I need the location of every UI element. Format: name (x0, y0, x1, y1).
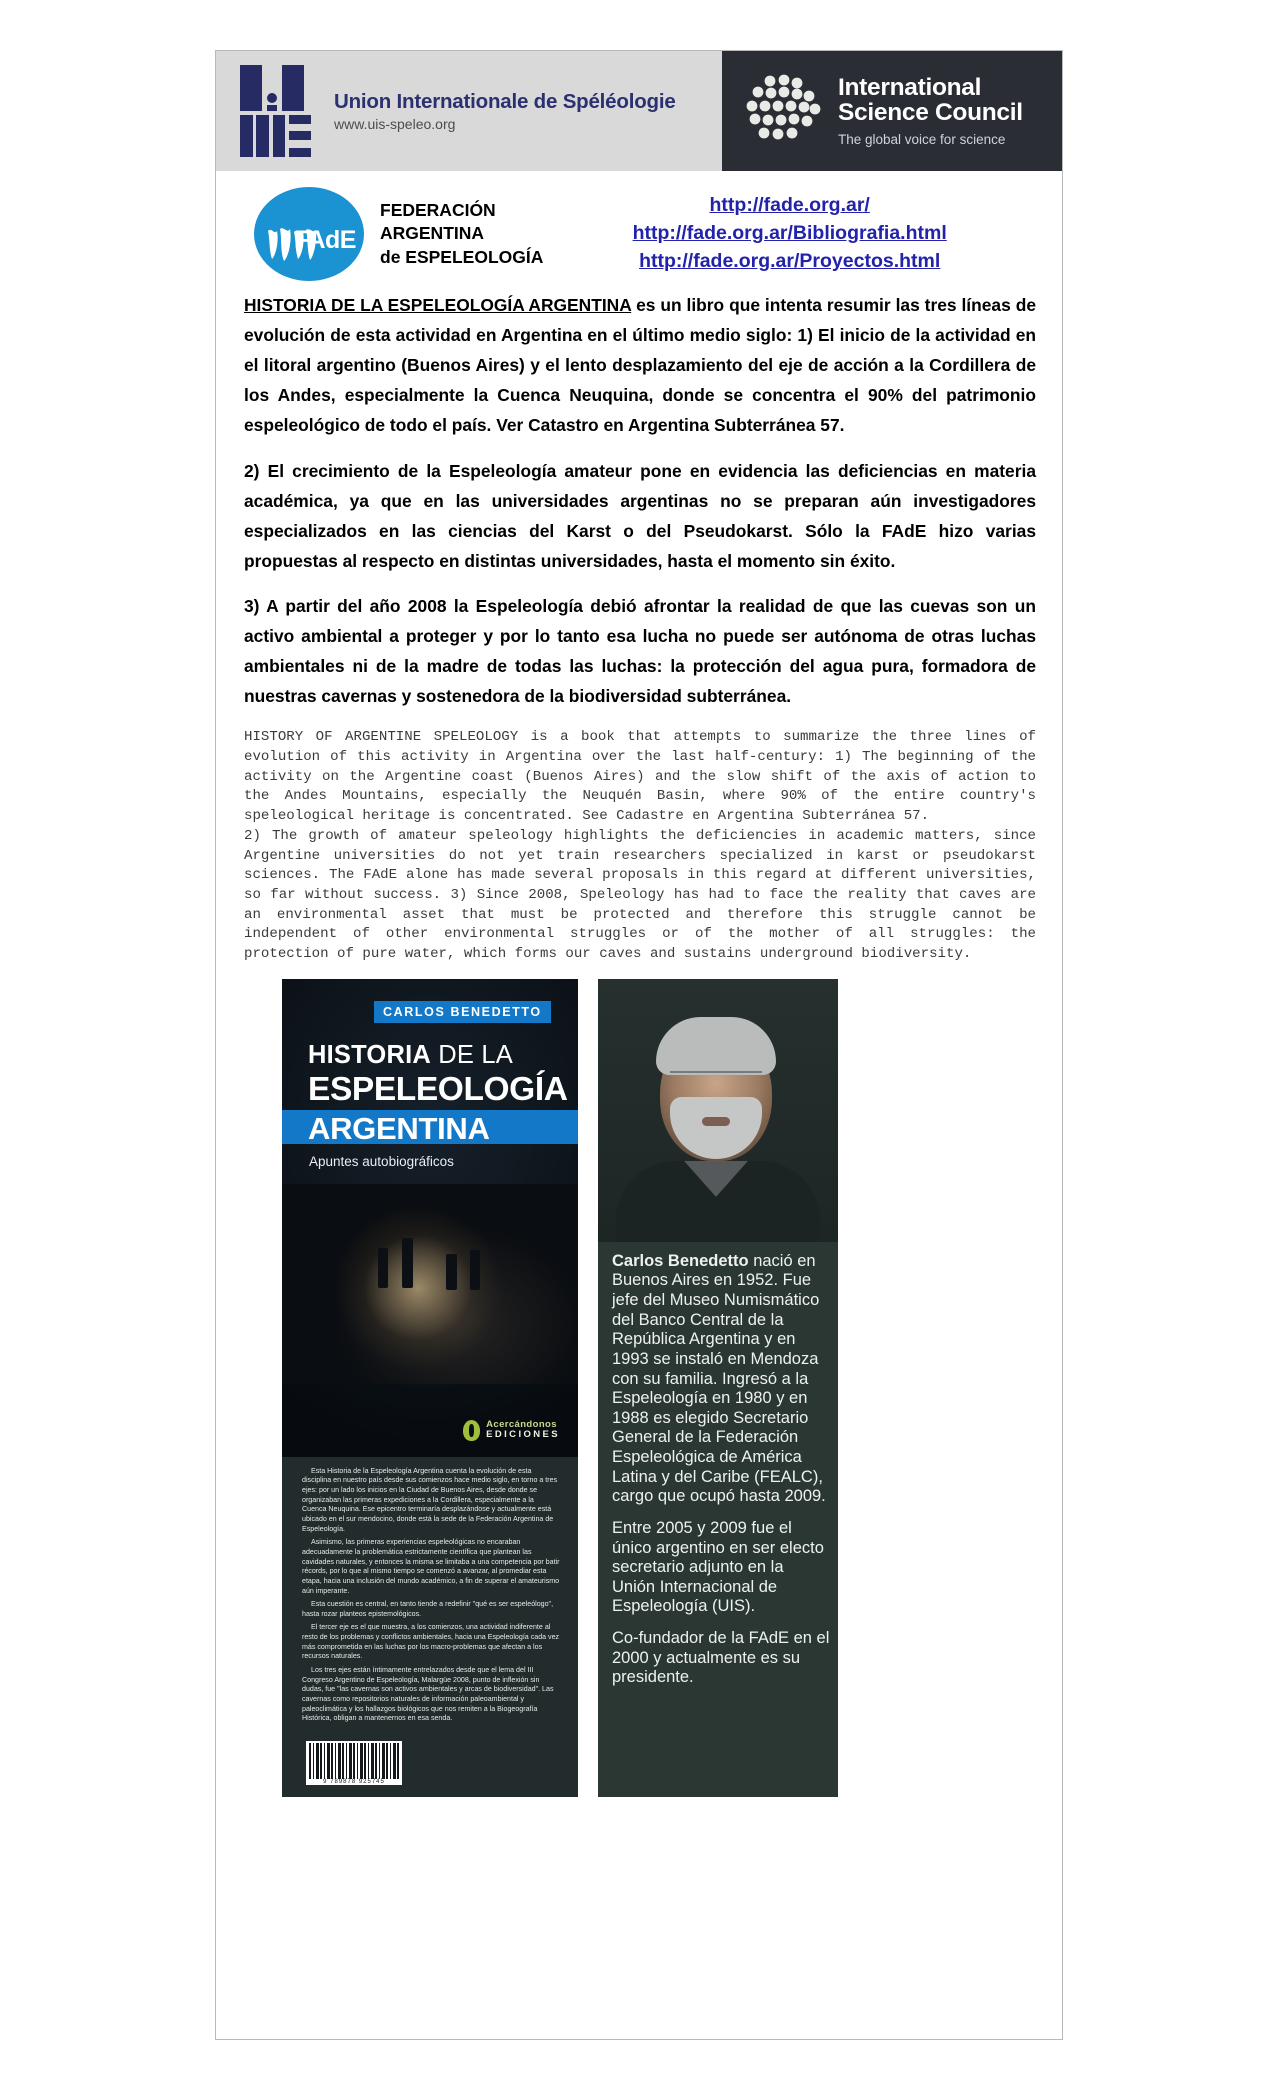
document-body (216, 291, 1062, 1797)
back-cover-paragraph-1: Esta Historia de la Espeleología Argentina cuenta la evolución de esta disciplina en nuestro país desde sus comienzos hace medio siglo, en torno a tres ejes: por un lado los inicios en la Ciudad de Buenos Aires, desde donde se organizaban las primeras expediciones a la Cordillera, especialmente a la Cuenca Neuquina. Ese epicentro terminaría desplazándose y actualmente está ubicado en el sur mendocino, donde está la sede de la Federación Argentina de Espeleología. (302, 1466, 558, 1533)
isc-text-group (838, 75, 1023, 148)
author-photo-bio-panel (598, 979, 838, 1797)
english-paragraph-1: HISTORY OF ARGENTINE SPELEOLOGY is a book that attempts to summarize the three lines of evolution of this activity in Argentina over the last half-century: 1) The beginning of the activity on the Argentine coast (Buenos Aires) and the slow shift of the axis of action to the Andes Mountains, especially the Neuquén Basin, where 90% of the entire country's speleological heritage is concentrated. See Cadastre en Argentina Subterránea 57. (244, 729, 1036, 825)
cover-figure-3 (446, 1254, 457, 1290)
fade-logo-group (216, 187, 543, 281)
english-paragraph-2: 2) The growth of amateur speleology highlights the deficiencies in academic matters, since Argentine universities do not yet train researchers specialized in karst or pseudokarst sciences. The FAdE alone has made several proposals in this regard at different universities, so far without success. 3) Since 2008, Speleology has had to face the reality that caves are an environmental asset that must be protected and therefore this struggle cannot be independent of other environmental struggles or of the mother of all struggles: the protection of pure water, which forms our caves and sustains underground biodiversity. (244, 827, 1036, 963)
cover-figure-4 (470, 1250, 480, 1290)
back-cover-paragraph-5: Los tres ejes están íntimamente entrelazados desde que el lema del III Congreso Argentino de Espeleología, Malargüe 2008, punto de inflexión sin dudas, fue "las cavernas son activos ambientales y arcas de biodiversidad". Las cavernas como repositorios naturales de información paleoambiental y paleoclimática y los hallazgos biológicos que nos remiten a la Biogeografía Histórica, obligan a mantenernos en esa senda. (302, 1665, 554, 1723)
cover-title-line1 (308, 1041, 513, 1070)
book-back-cover-image (282, 1457, 578, 1797)
uis-website: www.uis-speleo.org (334, 116, 456, 133)
publisher-mark-icon (463, 1420, 480, 1441)
spanish-paragraph-1-rest: es un libro que intenta resumir las tres líneas de evolución de esta actividad en Argentina en el último medio siglo: 1) El inicio de la actividad en el litoral argentino (Buenos Aires) y el lento desplazamiento del eje de acción a la Cordillera de los Andes, especialmente la Cuenca Neuquina, donde se concentra el 90% del patrimonio espeleológico de todo el país. Ver Catastro en Argentina Subterránea 57. (244, 295, 1036, 435)
link-fade-home[interactable]: http://fade.org.ar/ (709, 194, 870, 217)
english-translation-block (244, 728, 1036, 965)
bio-paragraph-1 (612, 1252, 830, 1507)
link-fade-bibliografia[interactable]: http://fade.org.ar/Bibliografia.html (632, 222, 947, 245)
cover-publisher-logo (463, 1420, 560, 1441)
uis-logo-block (216, 51, 722, 171)
uis-org-name: Union Internationale de Spéléologie (334, 89, 676, 113)
fade-name-line3: de ESPELEOLOGÍA (380, 246, 544, 267)
fade-header-row (216, 171, 1062, 291)
isc-title-line2: Science Council (838, 99, 1023, 126)
fade-name-line2: ARGENTINA (380, 223, 485, 244)
publisher-line1: Acercándonos (486, 1418, 557, 1430)
bio-paragraph-2: Entre 2005 y 2009 fue el único argentino en ser electo secretario adjunto en la Unión Internacional de Espeleología (UIS). (612, 1518, 824, 1616)
publisher-text (486, 1420, 560, 1441)
cover-cave-photo (282, 1184, 578, 1384)
book-title-underlined: HISTORIA DE LA ESPELEOLOGÍA ARGENTINA (244, 295, 632, 315)
bio-paragraph-3: Co-fundador de la FAdE en el 2000 y actualmente es su presidente. (612, 1629, 830, 1687)
document-page (215, 50, 1063, 2040)
publisher-line2: EDICIONES (486, 1429, 560, 1441)
back-cover-paragraph-3: Esta cuestión es central, en tanto tiende a redefinir "qué es ser espeleólogo", hasta rozar planteos epistemológicos. (302, 1600, 554, 1618)
fade-org-name (380, 199, 543, 268)
spanish-paragraph-2: 2) El crecimiento de la Espeleología amateur pone en evidencia las deficiencias en materia académica, ya que en las universidades argentinas no se preparan aún investigadores especializados en las ciencias del Karst o del Pseudokarst. Sólo la FAdE hizo varias propuestas al respecto en distintas universidades, hasta el momento sin éxito. (244, 460, 1036, 571)
isc-tagline: The global voice for science (838, 132, 1006, 148)
book-images-column (282, 979, 578, 1797)
cover-figure-1 (378, 1248, 388, 1288)
link-fade-proyectos[interactable]: http://fade.org.ar/Proyectos.html (639, 249, 941, 272)
header-logo-band (216, 51, 1062, 171)
portrait-glasses (670, 1071, 762, 1089)
cover-figure-2 (402, 1238, 413, 1288)
uis-text-group (334, 90, 676, 133)
fade-logo-word: FAdE (294, 226, 356, 254)
isc-dot-cluster-icon (740, 69, 824, 153)
cover-subtitle: Apuntes autobiográficos (309, 1153, 454, 1169)
spanish-paragraph-1 (244, 291, 1036, 441)
bio-paragraph-1-rest: nació en Buenos Aires en 1952. Fue jefe del Museo Numismático del Banco Central de la República Argentina y en 1993 se instaló en Mendoza con su familia. Ingresó a la Espeleología en 1980 y en 1988 es elegido Secretario General de la Federación Espeleológica de América Latina y del Caribe (FEALC), cargo que ocupó hasta 2009. (612, 1251, 826, 1506)
isc-logo-block (722, 51, 1062, 171)
bio-author-name: Carlos Benedetto (612, 1251, 749, 1270)
cover-title-historia: HISTORIA (308, 1040, 431, 1069)
isc-title-line1: International (838, 73, 982, 101)
fade-links-group (543, 192, 1062, 275)
author-bio-text (598, 1242, 838, 1708)
author-portrait-photo (598, 979, 838, 1242)
isbn-barcode-number: 9 789878 925745 (306, 1779, 402, 1785)
fade-logo-icon (254, 187, 364, 281)
cover-title-dela: DE LA (430, 1040, 513, 1069)
portrait-hair (656, 1017, 776, 1075)
cover-title-line3: ARGENTINA (308, 1110, 490, 1146)
spanish-paragraph-3: 3) A partir del año 2008 la Espeleología debió afrontar la realidad de que las cuevas son un activo ambiental a proteger y por lo tanto esa lucha no puede ser autónoma de otras luchas ambientales ni de la madre de todas las luchas: la protección del agua pura, formadora de nuestras cavernas y sostenedora de la biodiversidad subterránea. (244, 596, 1036, 707)
book-front-cover-image (282, 979, 578, 1457)
back-cover-paragraph-4: El tercer eje es el que muestra, a los comienzos, una actividad indiferente al resto de los problemas y conflictos ambientales, hacia una Espeleología cada vez más comprometida en las luchas por los macro-problemas que afectan a los recursos naturales. (302, 1623, 560, 1661)
images-row (244, 965, 1036, 1797)
back-cover-paragraph-2: Asimismo, las primeras experiencias espeleológicas no encaraban adecuadamente la problemática estrictamente científica que plantean las cavidades naturales, y entonces la misma se limitaba a una competencia por batir récords, por lo que al mismo tiempo se comenzó a avanzar, al promediar esta etapa, hacia una inclusión del mundo académico, a fin de superar el amateurismo aún imperante. (302, 1538, 560, 1595)
cover-author-badge: CARLOS BENEDETTO (374, 1001, 551, 1023)
cover-title-line2: ESPELEOLOGÍA (308, 1070, 568, 1108)
uis-logo-icon (240, 65, 314, 157)
portrait-mouth (702, 1117, 730, 1126)
fade-name-line1: FEDERACIÓN (380, 200, 496, 221)
